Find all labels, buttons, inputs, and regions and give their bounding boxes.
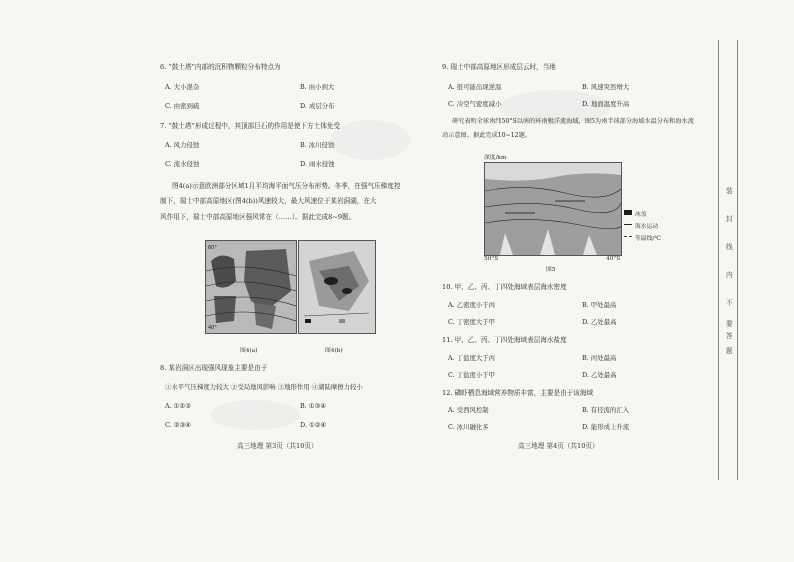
q6-option-c: C. 由密到疏: [165, 102, 200, 110]
q8-option-c: C. ②③④: [165, 421, 191, 429]
europe-pressure-map: [206, 241, 296, 333]
scan-smudge: [330, 120, 410, 160]
q12-option-b: B. 有径流的汇入: [582, 406, 630, 414]
intro-line: 图4(a)示意欧洲部分区域1月平均海平面气压分布形势。冬季，在强气压梯度控: [172, 182, 401, 190]
q11-stem: 11. 甲、乙、丙、丁四处海域表层海水盐度: [442, 336, 567, 344]
q6-option-a: A. 大小混杂: [165, 83, 200, 91]
figure-4a-map: [205, 240, 297, 334]
q7-option-a: A. 风力侵蚀: [165, 141, 200, 149]
ocean-temperature-section: [485, 163, 621, 255]
binding-char: 线: [726, 243, 733, 251]
figure-4b-map: [298, 240, 376, 334]
q10-option-a: A. 乙密度小于丙: [448, 301, 496, 309]
legend-label-current: 海水运动: [635, 224, 659, 230]
q12-option-c: C. 冰川融化多: [448, 423, 489, 431]
figure-5-xtick: 40°S: [606, 256, 621, 262]
figure-5-xtick: 50°S: [484, 256, 499, 262]
q10-stem: 10. 甲、乙、丙、丁四处海域表层海水密度: [442, 283, 567, 291]
right-page-footer: 高三地理 第4页（共10页）: [518, 442, 599, 450]
binding-line: [737, 40, 738, 480]
svg-text:60°: 60°: [208, 245, 217, 251]
binding-char: 内: [726, 271, 733, 279]
figure-5-section: [484, 162, 622, 256]
binding-char: 不: [726, 299, 733, 307]
q9-option-a: A. 很可能出现逆温: [448, 83, 502, 91]
q7-option-d: D. 雨水侵蚀: [300, 160, 335, 168]
legend-swatch-isotherm: [624, 236, 632, 237]
svg-text:40°: 40°: [208, 325, 217, 331]
q9-option-d: D. 地面温度升高: [582, 100, 630, 108]
figure-4a-caption: 图4(a): [240, 348, 258, 354]
legend-label-ice: 冰盖: [635, 212, 647, 218]
q6-option-b: B. 由小到大: [300, 83, 335, 91]
q8-stem: 8. 某岩洞区出现强风现象主要是由于: [160, 364, 268, 372]
binding-char: 题: [726, 347, 733, 355]
binding-char: 封: [726, 215, 733, 223]
intro-line: 风作用下，瑞士中部高原地区强风常在（……）。据此完成8~9题。: [160, 213, 356, 221]
legend-label-isotherm: 等温线/℃: [635, 236, 661, 242]
q12-option-a: A. 受西风控制: [448, 406, 489, 414]
q7-stem: 7. “鼓土塔”形成过程中，其顶部巨石的作用是使下方土体免受: [160, 122, 340, 130]
q6-stem: 6. “鼓土塔”内部的沉积物颗粒分布特点为: [160, 63, 281, 71]
q10-option-c: C. 丁密度大于甲: [448, 318, 496, 326]
legend-swatch-current: [624, 224, 632, 225]
q11-option-d: D. 乙处最高: [582, 371, 617, 379]
q9-option-b: B. 风速突然增大: [582, 83, 630, 91]
binding-char: 装: [726, 187, 733, 195]
q11-option-c: C. 丁盐度小于甲: [448, 371, 496, 379]
q11-option-a: A. 丁盐度大于丙: [448, 354, 496, 362]
intro-line: 制下，瑞士中部高原地区(图4(b))风速较大，最大风速位于某岩洞湖，在大: [160, 197, 377, 205]
q8-option-a: A. ①②③: [165, 402, 191, 410]
left-page-footer: 高三地理 第3页（共10页）: [237, 442, 318, 450]
intro-line: 动示意图。据此完成10~12题。: [442, 132, 531, 139]
q12-option-d: D. 能形成上升流: [582, 423, 630, 431]
q8-option-b: B. ①③④: [300, 402, 326, 410]
q12-stem: 12. 磷虾栖息海域营养物质丰富，主要是由于该海域: [442, 389, 594, 397]
intro-line: 研究表明全球南纬50°S以南的环南极洋流海域，图5为南半球部分海域水温分布和海水流: [452, 118, 694, 125]
binding-char: 要: [726, 320, 733, 328]
q11-option-b: B. 丙处最高: [582, 354, 617, 362]
q8-option-d: D. ①②④: [300, 421, 327, 429]
q8-items: ①水平气压梯度力较大 ②受局地风影响 ③地形作用 ④湖陆摩擦力较小: [165, 383, 363, 391]
q7-option-c: C. 流水侵蚀: [165, 160, 200, 168]
scan-smudge: [210, 400, 300, 430]
q10-option-b: B. 甲处最高: [582, 301, 617, 309]
binding-char: 答: [726, 332, 733, 340]
q6-option-d: D. 成层分布: [300, 102, 335, 110]
figure-5-caption: 图5: [546, 267, 556, 273]
q9-stem: 9. 瑞士中部高原地区形成层云时，当地: [442, 63, 556, 71]
q9-option-c: C. 冷空气密度减小: [448, 100, 502, 108]
q10-option-d: D. 乙处最高: [582, 318, 617, 326]
binding-line: [718, 40, 719, 480]
figure-5-depth-label: 深度/km: [484, 155, 507, 161]
figure-4b-caption: 图4(b): [325, 348, 343, 354]
switzerland-plateau-map: [299, 241, 375, 333]
q7-option-b: B. 冰川侵蚀: [300, 141, 335, 149]
legend-swatch-ice: [624, 210, 632, 215]
